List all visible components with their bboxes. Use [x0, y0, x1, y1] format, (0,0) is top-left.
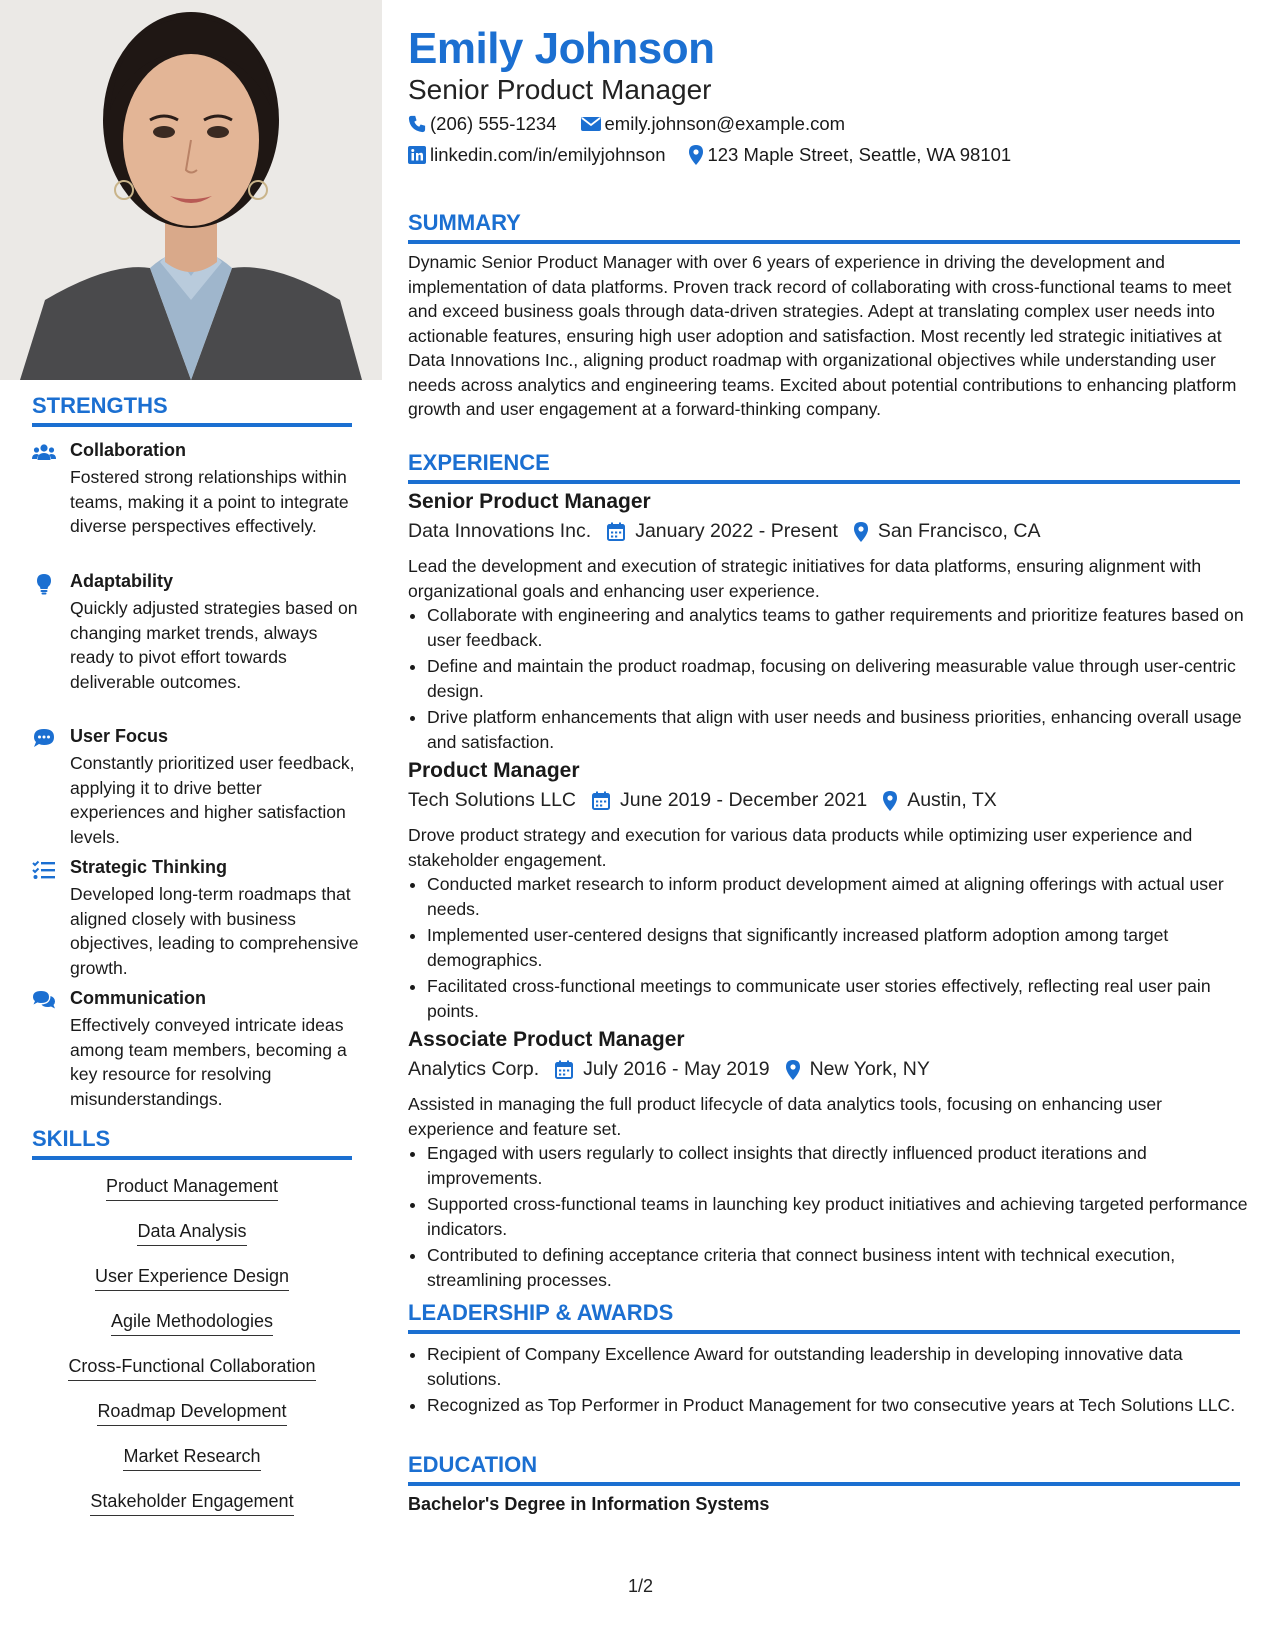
strength-desc: Developed long-term roadmaps that aligned closely with business objectives, leading to comprehensive growth.	[70, 884, 359, 978]
calendar-icon	[607, 522, 625, 541]
strength-title: Collaboration	[70, 440, 186, 460]
leadership-heading: LEADERSHIP & AWARDS	[408, 1300, 1240, 1334]
skill-label: User Experience Design	[95, 1266, 289, 1291]
bullet-item: • Implemented user-centered designs that significantly increased platform adoption among target demographics.	[427, 923, 1259, 972]
profile-photo	[0, 0, 382, 380]
job-description: Drove product strategy and execution for various data products while optimizing user experience and stakeholder engagement.	[408, 825, 1193, 870]
bullet-item: • Define and maintain the product roadmap, focusing on delivering measurable value through user-centric design.	[427, 654, 1259, 703]
lightbulb-icon	[32, 573, 56, 595]
chat-bubble-icon	[32, 728, 56, 750]
bullet-item: • Conducted market research to inform product development aimed at aligning offerings with actual user needs.	[427, 872, 1259, 921]
strength-desc: Effectively conveyed intricate ideas among team members, becoming a key resource for resolving misunderstandings.	[70, 1015, 347, 1109]
education-heading: EDUCATION	[408, 1452, 1240, 1486]
job-dates	[592, 789, 867, 812]
summary-heading: SUMMARY	[408, 210, 1240, 244]
job-company: Tech Solutions LLC	[408, 789, 577, 811]
leadership-bullets	[408, 1342, 1259, 1420]
job-title: Senior Product Manager	[408, 490, 651, 513]
job-meta	[408, 520, 1056, 543]
strength-title: Communication	[70, 988, 207, 1008]
skill-item	[32, 1176, 352, 1201]
skill-item	[32, 1266, 352, 1291]
job-company: Analytics Corp.	[408, 1058, 540, 1080]
bullet-item: • Recipient of Company Excellence Award for outstanding leadership in developing innovative data solutions.	[427, 1342, 1259, 1391]
job-location	[883, 789, 997, 812]
email-text: emily.johnson@example.com	[604, 113, 846, 134]
skill-label: Stakeholder Engagement	[90, 1491, 293, 1516]
skill-label: Agile Methodologies	[111, 1311, 273, 1336]
sidebar	[0, 0, 382, 1650]
job-bullets	[408, 872, 1259, 1025]
job-location-text: Austin, TX	[907, 789, 997, 811]
job-company: Data Innovations Inc.	[408, 520, 592, 542]
phone-text: (206) 555-1234	[430, 113, 557, 134]
list-check-icon	[32, 859, 56, 881]
map-pin-icon	[689, 145, 703, 165]
skill-label: Data Analysis	[137, 1221, 246, 1246]
page-number: 1/2	[628, 1576, 654, 1596]
strength-desc: Fostered strong relationships within teams, making it a point to integrate diverse perspectives effectively.	[70, 467, 349, 536]
map-pin-icon	[854, 522, 868, 542]
bullet-item: • Contributed to defining acceptance criteria that connect business intent with technical execution, streamlining processes.	[427, 1243, 1259, 1292]
address-contact	[689, 144, 1011, 166]
linkedin-contact[interactable]	[408, 144, 665, 166]
bullet-item: • Collaborate with engineering and analytics teams to gather requirements and prioritize features based on user feedback.	[427, 603, 1259, 652]
skill-label: Cross-Functional Collaboration	[68, 1356, 315, 1381]
email-contact[interactable]	[581, 113, 846, 135]
skill-item	[32, 1446, 352, 1471]
job-dates-text: June 2019 - December 2021	[620, 789, 868, 811]
job-title: Associate Product Manager	[408, 1028, 685, 1051]
phone-contact[interactable]	[408, 113, 557, 135]
comments-icon	[32, 990, 56, 1012]
bullet-item: • Supported cross-functional teams in launching key product initiatives and achieving targeted performance indicators.	[427, 1192, 1259, 1241]
skill-item	[32, 1221, 352, 1246]
job-location	[786, 1058, 930, 1081]
linkedin-icon	[408, 146, 426, 164]
envelope-icon	[581, 116, 601, 132]
job-dates	[555, 1058, 769, 1081]
skill-item	[32, 1401, 352, 1426]
job-location-text: New York, NY	[809, 1058, 930, 1080]
bullet-item: • Drive platform enhancements that align with user needs and business priorities, enhancing overall usage and satisfaction.	[427, 705, 1259, 754]
skill-label: Market Research	[123, 1446, 260, 1471]
bullet-item: • Engaged with users regularly to collect insights that directly influenced product iterations and improvements.	[427, 1141, 1259, 1190]
strength-title: Strategic Thinking	[70, 857, 228, 877]
phone-icon	[408, 115, 426, 133]
skill-item	[32, 1491, 352, 1516]
strength-title: User Focus	[70, 726, 169, 746]
strength-desc: Constantly prioritized user feedback, applying it to drive better experiences and higher satisfaction levels.	[70, 753, 355, 847]
linkedin-text: linkedin.com/in/emilyjohnson	[430, 144, 666, 165]
skills-heading: SKILLS	[32, 1126, 352, 1160]
experience-heading: EXPERIENCE	[408, 450, 1240, 484]
contact-row-1	[408, 113, 863, 135]
calendar-icon	[592, 791, 610, 810]
job-bullets	[408, 603, 1259, 756]
strength-desc: Quickly adjusted strategies based on changing market trends, always ready to pivot effort towards deliverable outcomes.	[70, 598, 358, 692]
job-description: Assisted in managing the full product lifecycle of data analytics tools, focusing on enhancing user experience and feature set.	[408, 1094, 1163, 1139]
job-bullets	[408, 1141, 1259, 1294]
skill-item	[32, 1356, 352, 1381]
job-title: Product Manager	[408, 759, 580, 782]
summary-text: Dynamic Senior Product Manager with over 6 years of experience in driving the development and implementation of data platforms. Proven track record of collaborating with cross-functional teams to meet and exceed business goals through data-driven strategies. Adept at translating complex user needs into actionable features, ensuring high user adoption and satisfaction. Most recently led strategic initiatives at Data Innovations Inc., aligning product roadmap with organizational objectives while understanding user needs across analytics and engineering teams. Excited about potential contributions to enhancing platform growth and user engagement at a forward-thinking company.	[408, 252, 1237, 419]
skill-item	[32, 1311, 352, 1336]
calendar-icon	[555, 1060, 573, 1079]
candidate-title: Senior Product Manager	[408, 74, 712, 105]
candidate-name: Emily Johnson	[408, 24, 715, 73]
job-location-text: San Francisco, CA	[877, 520, 1041, 542]
users-icon	[32, 442, 56, 464]
job-dates	[607, 520, 838, 543]
job-meta	[408, 1058, 946, 1081]
job-location	[854, 520, 1041, 543]
job-dates-text: January 2022 - Present	[635, 520, 838, 542]
map-pin-icon	[883, 791, 897, 811]
skill-label: Product Management	[106, 1176, 278, 1201]
bullet-item: • Facilitated cross-functional meetings to communicate user stories effectively, reflecting real user pain points.	[427, 974, 1259, 1023]
contact-row-2	[408, 144, 1029, 166]
strengths-heading: STRENGTHS	[32, 393, 352, 427]
map-pin-icon	[786, 1060, 800, 1080]
strength-title: Adaptability	[70, 571, 174, 591]
job-dates-text: July 2016 - May 2019	[583, 1058, 770, 1080]
education-degree: Bachelor's Degree in Information Systems	[408, 1494, 770, 1514]
job-meta	[408, 789, 1013, 812]
bullet-item: • Recognized as Top Performer in Product Management for two consecutive years at Tech Solutions LLC.	[427, 1393, 1259, 1418]
address-text: 123 Maple Street, Seattle, WA 98101	[707, 144, 1012, 165]
skill-label: Roadmap Development	[97, 1401, 286, 1426]
job-description: Lead the development and execution of strategic initiatives for data platforms, ensuring alignment with organizational goals and enhancing user experience.	[408, 556, 1202, 601]
